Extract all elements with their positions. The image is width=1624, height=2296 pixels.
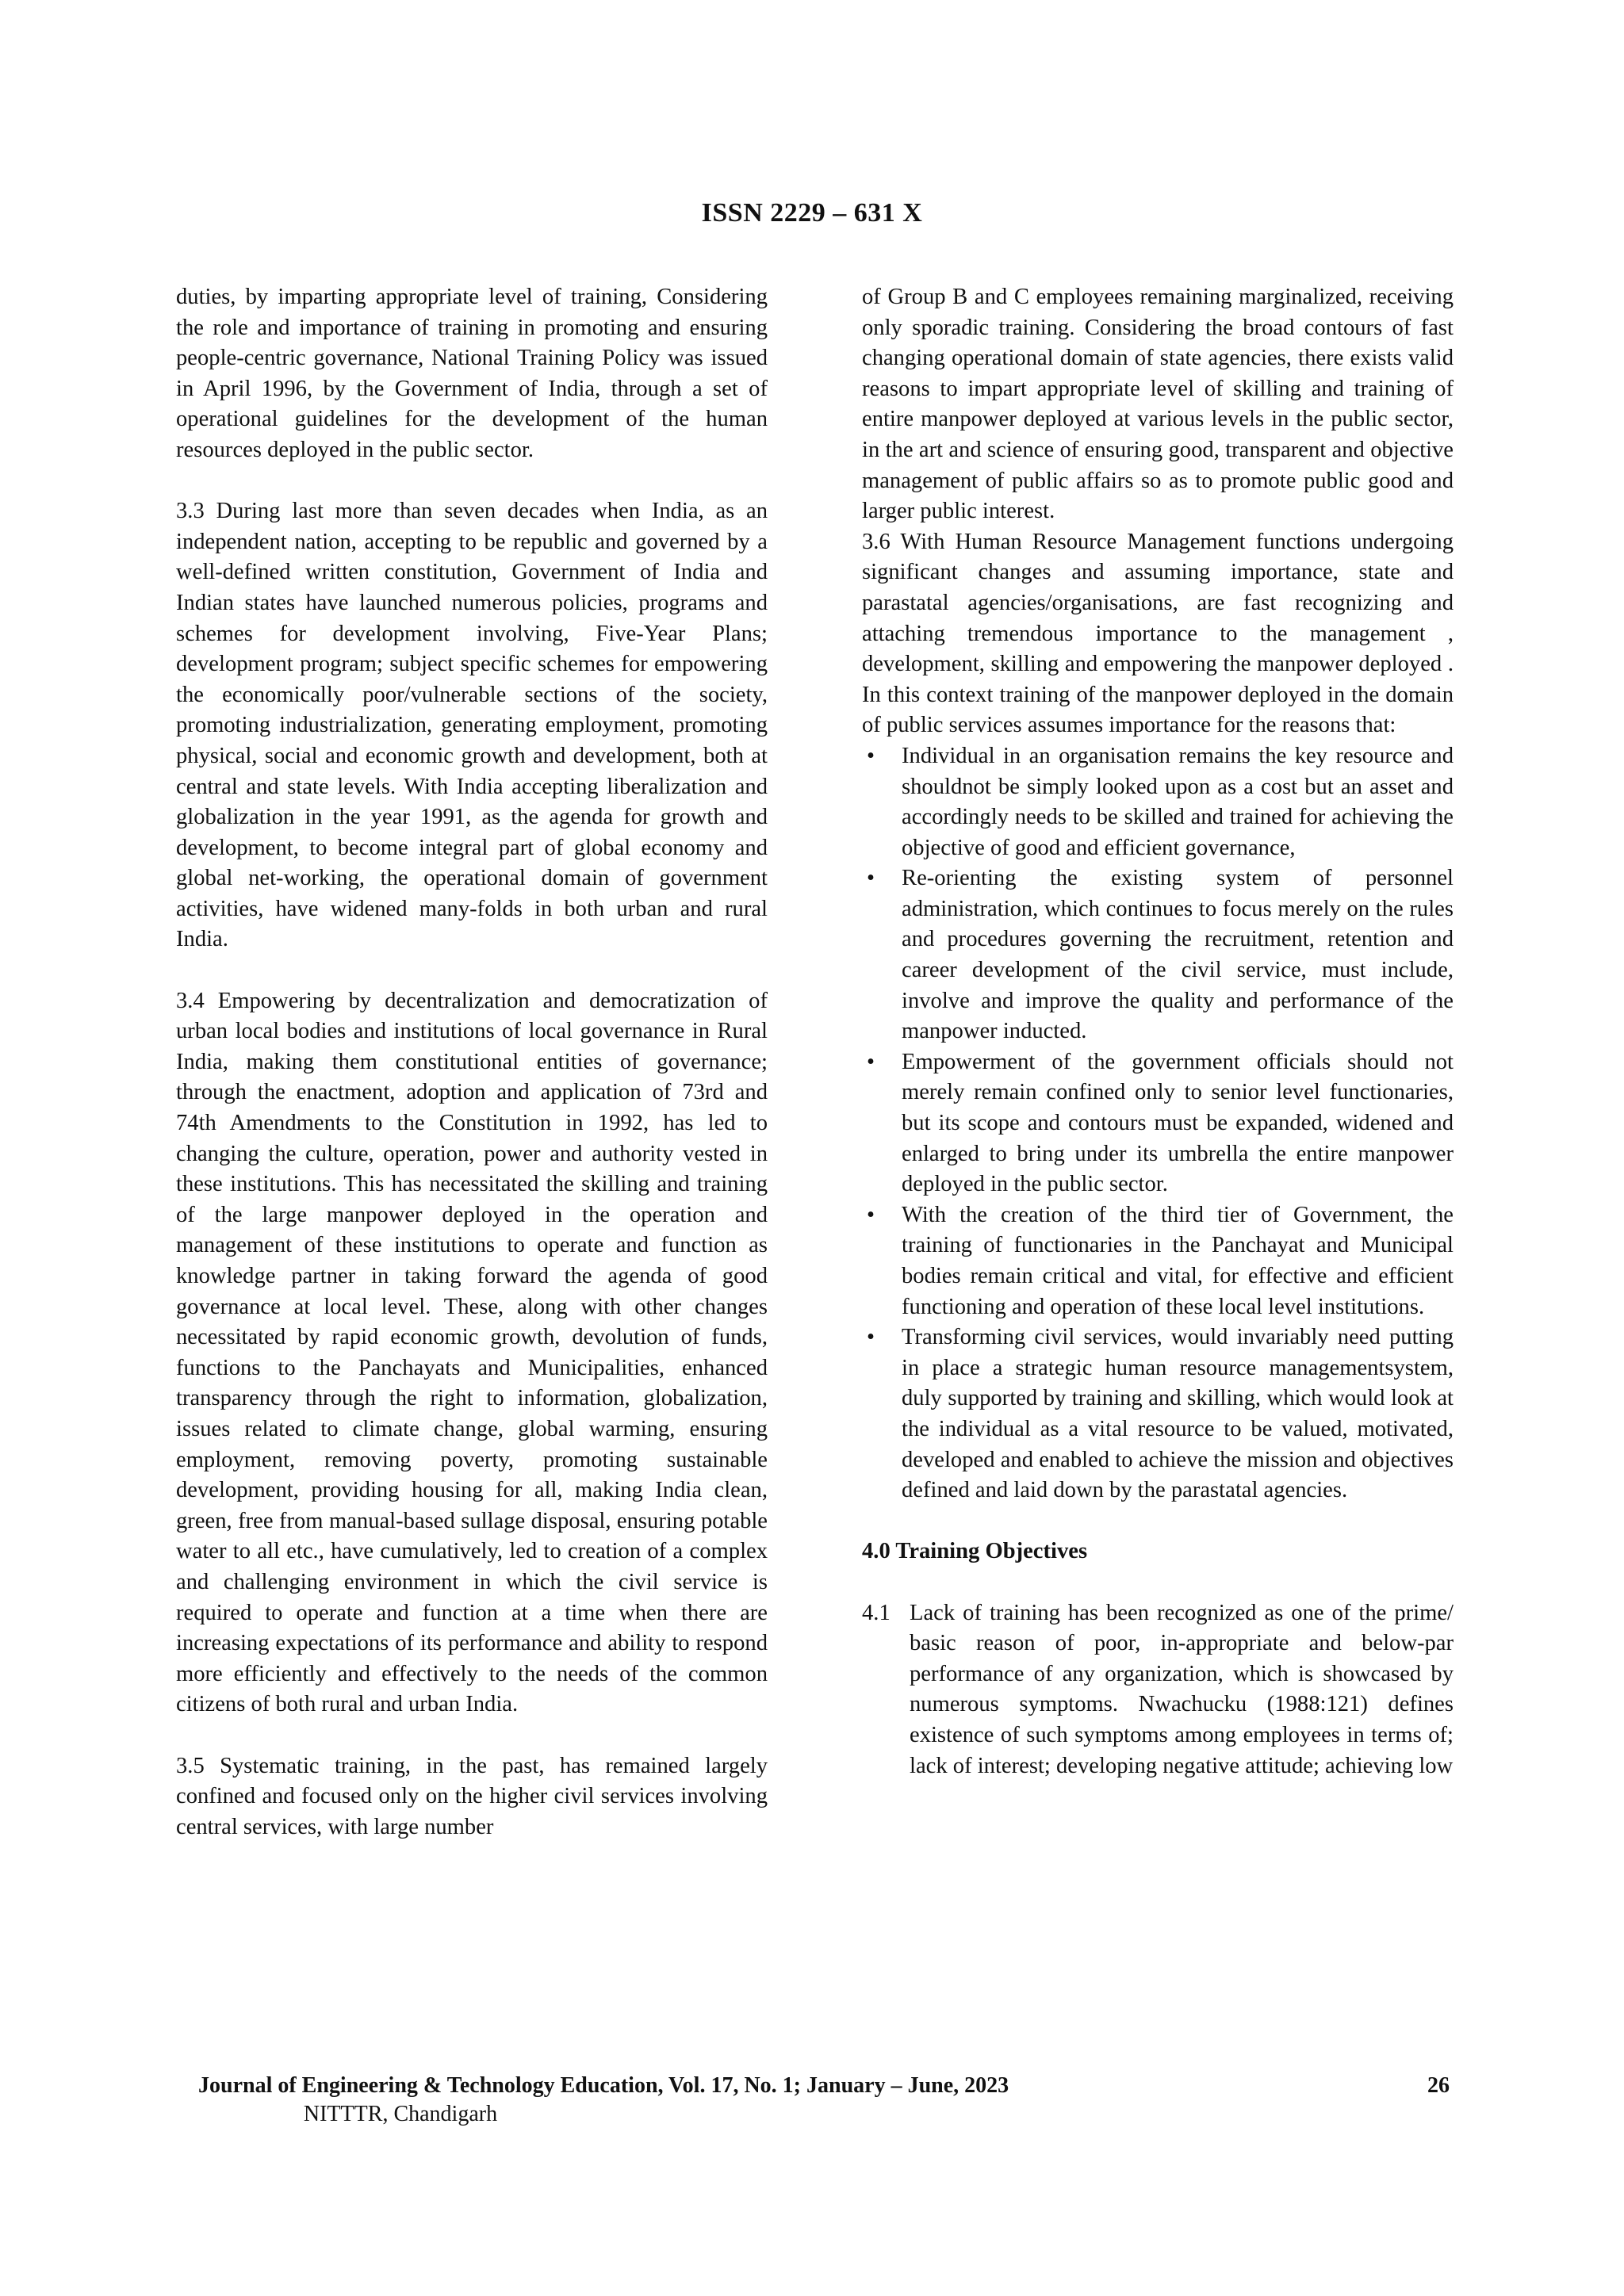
list-item [862,1200,1454,1322]
bullet-icon: • [867,1325,875,1350]
item-text: Lack of training has been recognized as one of the prime/ basic reason of poor, in-appropriate and below-par performance of any organization, which is showcased by numerous symptoms. Nwachucku (1988:121) defines existence of such symptoms among employees in terms of; lack of interest; developing negative attitude; achieving low [910,1600,1454,1778]
paragraph-3-5: 3.5 Systematic training, in the past, has remained largely confined and focused only on the higher civil services involving central services, with large number [176,1753,768,1839]
bullet-icon: • [867,866,875,891]
list-item [862,741,1454,863]
page-number: 26 [1427,2073,1450,2098]
item-number: 4.1 [862,1600,891,1625]
bullet-icon: • [867,1049,875,1074]
list-item [862,1047,1454,1200]
journal-citation: Journal of Engineering & Technology Education, Vol. 17, No. 1; January – June, 2023 [198,2073,1009,2098]
bullet-icon: • [867,1202,875,1227]
right-column [862,282,1454,1781]
bullet-icon: • [867,743,875,768]
left-column [176,282,768,1843]
list-item-text: Empowerment of the government officials should not merely remain confined only to senior level functionaries, but its scope and contours must be expanded, widened and enlarged to bring under its umbrella the entire manpower deployed in the public sector. [902,1049,1454,1197]
section-heading-training-objectives: 4.0 Training Objectives [862,1539,1088,1564]
institution-name: NITTTR, Chandigarh [303,2102,498,2126]
paragraph-4-1 [862,1598,1454,1782]
list-item-text: Individual in an organisation remains the key resource and shouldnot be simply looked upon as a cost but an asset and accordingly needs to be skilled and trained for achieving the objective of good and efficient governance, [902,743,1454,860]
list-item [862,863,1454,1047]
paragraph-3-6: 3.6 With Human Resource Management functions undergoing significant changes and assuming importance, state and parastatal agencies/organisations, are fast recognizing and attaching tremendous importance to the management , development, skilling and empowering the manpower deployed . In this context training of the manpower deployed in the domain of public services assumes importance for the reasons that: [862,529,1454,738]
paragraph-training-policy: duties, by imparting appropriate level of training, Considering the role and importance of training in promoting and ensuring people-centric governance, National Training Policy was issued in April 1996, by the Government of India, through a set of operational guidelines for the development of the human resources deployed in the public sector. [176,285,768,462]
list-item [862,1322,1454,1506]
issn-header: ISSN 2229 – 631 X [701,198,923,228]
paragraph-group-b-c: of Group B and C employees remaining marginalized, receiving only sporadic training. Considering the broad contours of fast changing operational domain of state agencies, there exists valid reasons to impart appropriate level of skilling and training of entire manpower deployed at various levels in the public sector, in the art and science of ensuring good, transparent and objective management of public affairs so as to promote public good and larger public interest. [862,285,1454,524]
list-item-text: Transforming civil services, would invariably need putting in place a strategic human resource managementsystem, duly supported by training and skilling, which would look at the individual as a vital resource to be valued, motivated, developed and enabled to achieve the mission and objectives defined and laid down by the parastatal agencies. [902,1325,1454,1503]
paragraph-3-3: 3.3 During last more than seven decades when India, as an independent nation, accepting to be republic and governed by a well-defined written constitution, Government of India and Indian states have launched numerous policies, programs and schemes for development involving, Five-Year Plans; development program; subject specific schemes for empowering the economically poor/vulnerable sections of the society, promoting industrialization, generating employment, promoting physical, social and economic growth and development, both at central and state levels. With India accepting liberalization and globalization in the year 1991, as the agenda for growth and development, to become integral part of global economy and global net-working, the operational domain of government activities, have widened many-folds in both urban and rural India. [176,499,768,952]
list-item-text: Re-orienting the existing system of personnel administration, which continues to focus merely on the rules and procedures governing the recruitment, retention and career development of the civil service, must include, involve and improve the quality and performance of the manpower inducted. [902,866,1454,1044]
reasons-list [862,741,1454,1506]
list-item-text: With the creation of the third tier of Government, the training of functionaries in the Panchayat and Municipal bodies remain critical and vital, for effective and efficient functioning and operation of these local level institutions. [902,1202,1454,1319]
paragraph-3-4: 3.4 Empowering by decentralization and democratization of urban local bodies and institutions of local governance in Rural India, making them constitutional entities of governance; through the enactment, adoption and application of 73rd and 74th Amendments to the Constitution in 1992, has led to changing the culture, operation, power and authority vested in these institutions. This has necessitated the skilling and training of the large manpower deployed in the operation and management of these institutions to operate and function as knowledge partner in taking forward the agenda of good governance at local level. These, along with other changes necessitated by rapid economic growth, devolution of funds, functions to the Panchayats and Municipalities, enhanced transparency through the right to information, globalization, issues related to climate change, global warming, ensuring employment, removing poverty, promoting sustainable development, providing housing for all, making India clean, green, free from manual-based sullage disposal, ensuring potable water to all etc., have cumulatively, led to creation of a complex and challenging environment in which the civil service is required to operate and function at a time when there are increasing expectations of its performance and ability to respond more efficiently and effectively to the needs of the common citizens of both rural and urban India. [176,988,768,1717]
